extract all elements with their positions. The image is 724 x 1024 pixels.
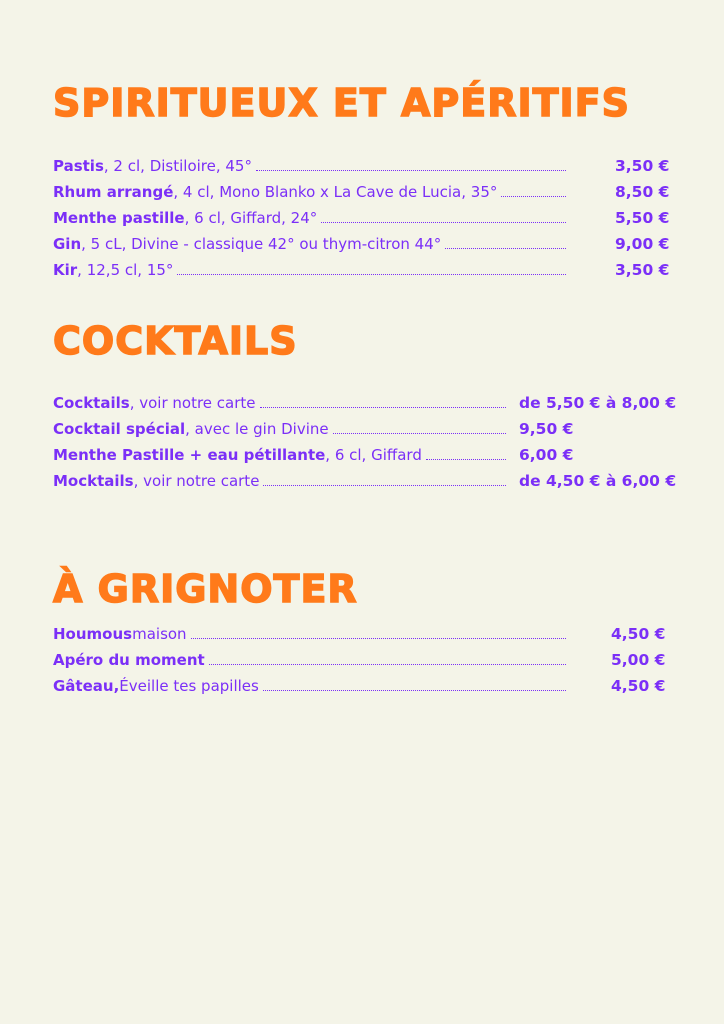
item-name: Rhum arrangé	[53, 183, 174, 201]
item-name: Cocktail spécial	[53, 420, 186, 438]
dot-leader	[445, 248, 566, 249]
dot-leader	[333, 433, 506, 434]
dot-leader	[263, 485, 506, 486]
item-name: Houmous	[53, 625, 133, 643]
item-name: Gâteau,	[53, 677, 120, 695]
item-description: , 6 cl, Giffard, 24°	[184, 209, 318, 227]
item-price: 6,00 €	[519, 446, 574, 464]
item-description: , avec le gin Divine	[185, 420, 329, 438]
item-price: 5,50 €	[615, 209, 670, 227]
item-price: 4,50 €	[611, 677, 666, 695]
item-description: , 2 cl, Distiloire, 45°	[103, 157, 252, 175]
item-name: Kir	[53, 261, 78, 279]
item-description: , voir notre carte	[133, 472, 260, 490]
item-description: , 4 cl, Mono Blanko x La Cave de Lucia, 35°	[173, 183, 498, 201]
dot-leader	[256, 170, 566, 171]
item-description: , 12,5 cl, 15°	[77, 261, 174, 279]
item-price: 8,50 €	[615, 183, 670, 201]
item-price: de 5,50 € à 8,00 €	[519, 394, 677, 412]
dot-leader	[501, 196, 566, 197]
item-description: , 5 cL, Divine - classique 42° ou thym-citron 44°	[81, 235, 442, 253]
item-description: Éveille tes papilles	[119, 677, 259, 695]
item-price: 4,50 €	[611, 625, 666, 643]
item-name: Menthe Pastille + eau pétillante	[53, 446, 326, 464]
section-title-spiritueux: SPIRITUEUX ET APÉRITIFS	[53, 81, 630, 125]
dot-leader	[263, 690, 566, 691]
item-description: maison	[132, 625, 187, 643]
item-description: , 6 cl, Giffard	[325, 446, 422, 464]
dot-leader	[209, 664, 566, 665]
item-price: 9,50 €	[519, 420, 574, 438]
item-name: Menthe pastille	[53, 209, 185, 227]
item-name: Pastis	[53, 157, 104, 175]
item-price: 3,50 €	[615, 157, 670, 175]
dot-leader	[321, 222, 566, 223]
dot-leader	[191, 638, 566, 639]
item-name: Gin	[53, 235, 82, 253]
item-description: , voir notre carte	[129, 394, 256, 412]
item-price: de 4,50 € à 6,00 €	[519, 472, 677, 490]
dot-leader	[177, 274, 566, 275]
item-name: Mocktails	[53, 472, 134, 490]
dot-leader	[260, 407, 507, 408]
item-name: Cocktails	[53, 394, 130, 412]
dot-leader	[426, 459, 506, 460]
item-price: 3,50 €	[615, 261, 670, 279]
item-price: 9,00 €	[615, 235, 670, 253]
item-price: 5,00 €	[611, 651, 666, 669]
item-name: Apéro du moment	[53, 651, 205, 669]
section-title-grignoter: À GRIGNOTER	[53, 567, 358, 611]
section-title-cocktails: COCKTAILS	[53, 319, 298, 363]
